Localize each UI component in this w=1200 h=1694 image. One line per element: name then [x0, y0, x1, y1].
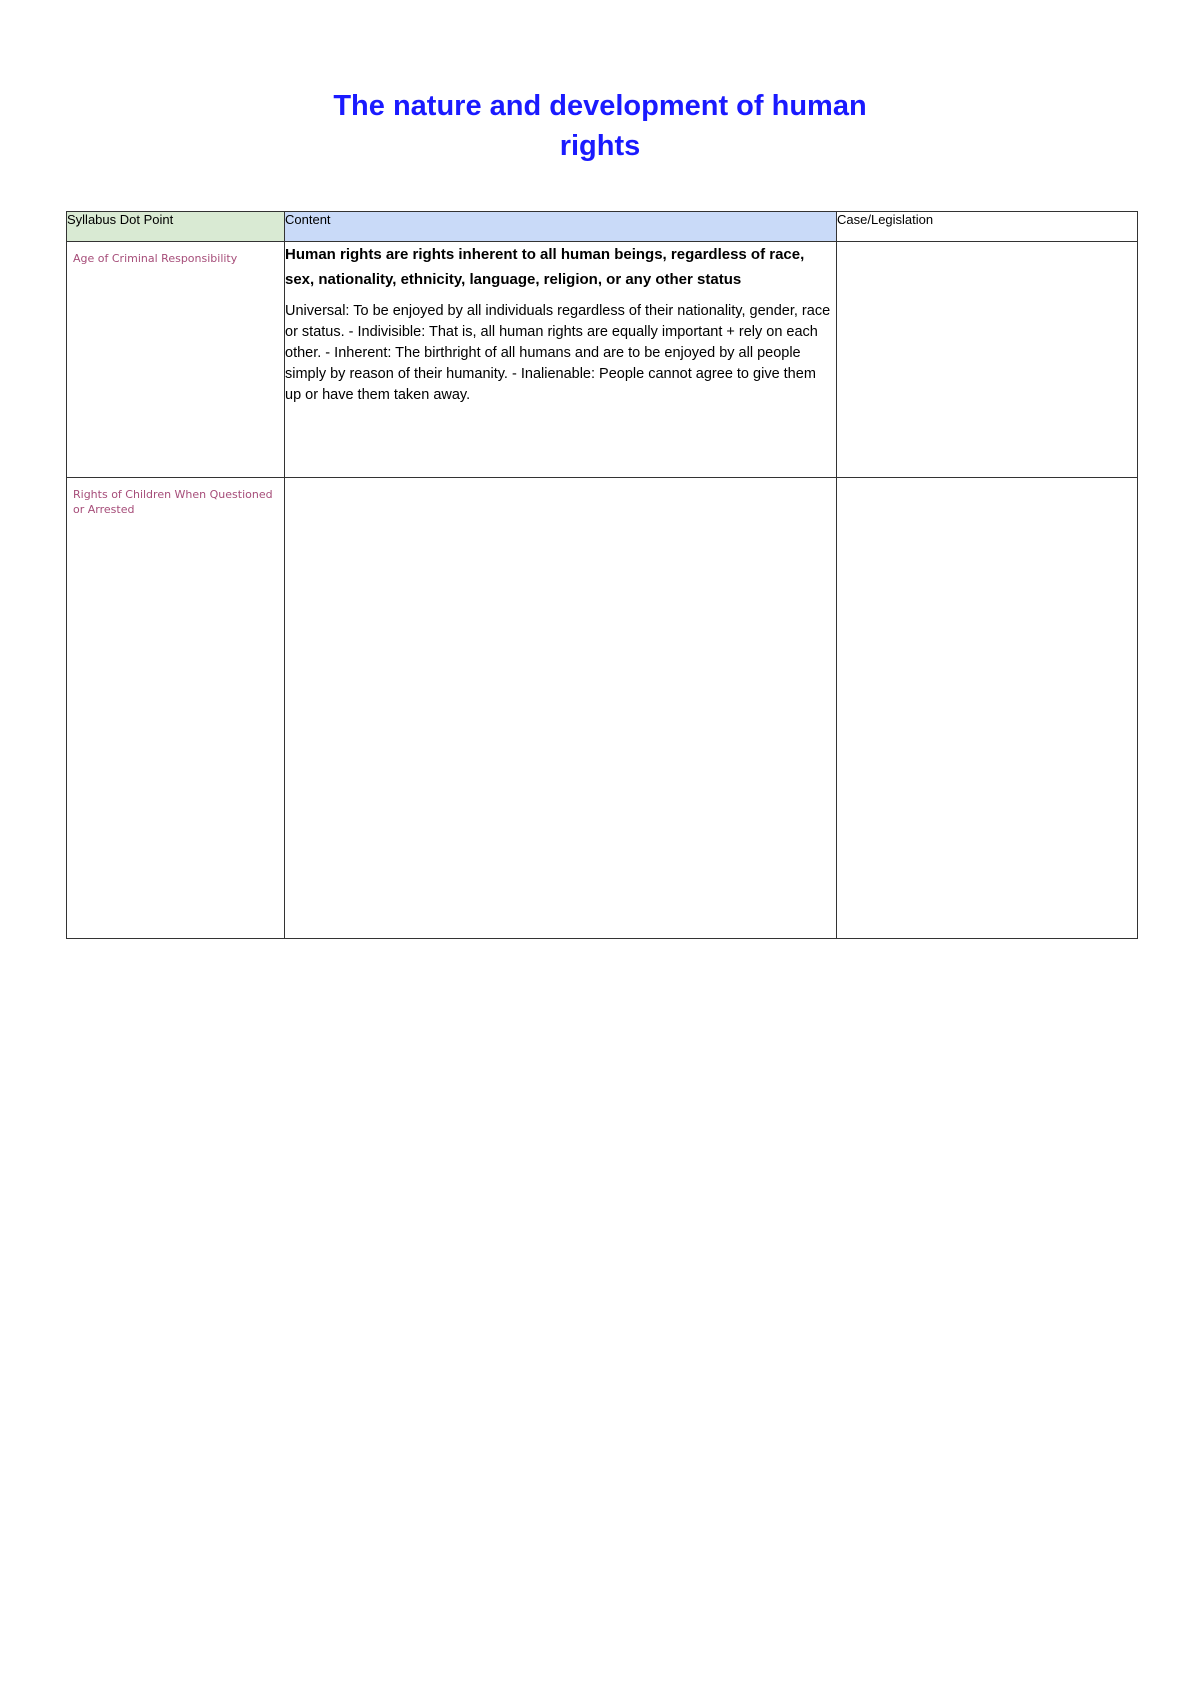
content-cell[interactable] [285, 242, 837, 478]
content-characteristics: Universal: To be enjoyed by all individuals regardless of their nationality, gender, race or status. - Indivisible: That is, all human rights are equally important + rely on each other. - Inherent: The birthright of all humans and are to be enjoyed by all people simply by reason of their humanity. - Inalienable: People cannot agree to give them up or have them taken away. [285, 303, 831, 403]
syllabus-cell[interactable] [67, 242, 285, 478]
table-row [67, 242, 1138, 478]
page-title-line-2: rights [559, 130, 641, 162]
content-definition: Human rights are rights inherent to all human beings, regardless of race, sex, nationality, ethnicity, language, religion, or any other status [285, 246, 805, 288]
header-case-legislation: Case/Legislation [837, 212, 1138, 242]
page-title-line-1: The nature and development of human [333, 90, 867, 122]
syllabus-dot-point: Rights of Children When Questioned or Arrested [73, 488, 273, 516]
case-legislation-cell[interactable] [837, 478, 1138, 939]
notes-table [66, 211, 1138, 939]
table-header-row [67, 212, 1138, 242]
header-syllabus-dot-point: Syllabus Dot Point [67, 212, 285, 242]
syllabus-cell[interactable] [67, 478, 285, 939]
case-legislation-cell[interactable] [837, 242, 1138, 478]
header-content: Content [285, 212, 837, 242]
syllabus-dot-point: Age of Criminal Responsibility [73, 252, 238, 265]
page-title [0, 86, 1200, 166]
content-cell[interactable] [285, 478, 837, 939]
table-row [67, 478, 1138, 939]
